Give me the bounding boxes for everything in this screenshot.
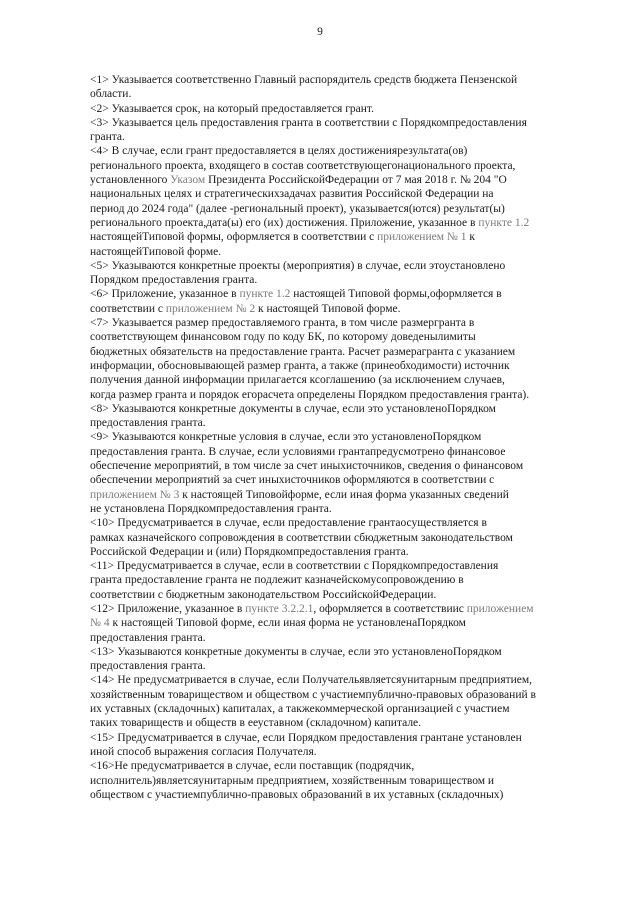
clause-link[interactable]: пункте 3.2.2.1 xyxy=(245,602,314,615)
footnote-15: <15> Предусматривается в случае, если Порядком предоставления грантане установлен иной способ выражения согласия Получателя. xyxy=(90,731,522,758)
appendix-link[interactable]: приложением № 2 xyxy=(165,302,256,315)
footnote-11: <11> Предусматривается в случае, если в соответствии с Порядкомпредоставления гранта предоставление гранта не подлежит казначейскомусопровождению в соответствии с бюджетным законодательством РоссийскойФедерации. xyxy=(90,560,499,601)
clause-link[interactable]: пункте 1.2 xyxy=(239,288,291,301)
footnote-16: <16>Не предусматривается в случае, если поставщик (подрядчик, исполнитель)являетсяунитарным предприятием, хозяйственным товариществом и обществом с участиемпублично-правовых образований в их уставных (складочных) xyxy=(90,760,504,801)
footnote-text: к настоящей Типовойформе, если иная форма указанных сведений не установлена Порядкомпредоставления гранта. xyxy=(90,488,509,515)
footnote-14: <14> Не предусматривается в случае, если Получательявляетсяунитарным предприятием, хозяйственным товариществом и обществом с участиемпублично-правовых образований в их уставных (складочных) капиталах, а такжекоммерческой организацией с участием таких товариществ и обществ в ееуставном (складочном) капитале. xyxy=(90,674,536,730)
footnote-text: к настоящейТиповой форме. xyxy=(90,231,475,258)
footnote-text: <6> Приложение, указанное в xyxy=(90,288,240,301)
decree-link[interactable]: Указом xyxy=(170,174,206,187)
appendix-link[interactable]: приложением № 4 xyxy=(90,602,534,630)
footnote-8: <8> Указываются конкретные документы в случае, если это установленоПорядком предоставления гранта. xyxy=(90,402,496,430)
footnote-3: <3> Указывается цель предоставления гранта в соответствии с Порядкомпредоставления гранта. xyxy=(90,116,527,144)
footnote-text: <9> Указываются конкретные условия в случае, если это установленоПорядком предоставления гранта. В случае, если условиями грантапредусмотрено финансовое обеспечение мероприятий, в том числе за счет иныхисточников, сведения о финансовом обеспечении мероприятий за счет иныхисточников оформляются в соответствии с xyxy=(90,431,524,487)
footnote-text: <4> В случае, если грант предоставляется в целях достижениярезультата(ов) регионального проекта, входящего в состав соответствующегонационального проекта, установленного xyxy=(90,145,516,187)
appendix-link[interactable]: приложением № 3 xyxy=(90,488,180,501)
footnote-text: настоящей Типовой формы,оформляется в соответствии с xyxy=(90,288,502,315)
footnote-text: , оформляется в соответствиис xyxy=(313,602,467,615)
footnote-text: <12> Приложение, указанное в xyxy=(90,602,246,615)
footnotes-list xyxy=(90,73,596,802)
footnote-text: к настоящей Типовой форме. xyxy=(255,302,401,315)
page-number: 9 xyxy=(317,26,323,38)
footnote-text: Президента РоссийскойФедерации от 7 мая 2018 г. № 204 "О национальных целях и стратегическихзадачах развития Российской Федерации на период до 2024 года" (далее -региональный проект), указывается(ются) результат(ы) регионального проекта,дата(ы) его (их) достижения. Приложение, указанное в xyxy=(90,174,507,229)
footnote-10: <10> Предусматривается в случае, если предоставление грантаосуществляется в рамках казначейского сопровождения в соответствии сбюджетным законодательством Российской Федерации и (или) Порядкомпредоставления гранта. xyxy=(90,517,513,558)
footnote-2: <2> Указывается срок, на который предоставляется грант. xyxy=(90,102,374,115)
appendix-link[interactable]: приложением № 1 xyxy=(377,231,467,244)
footnote-12 xyxy=(90,602,596,645)
footnote-5: <5> Указываются конкретные проекты (мероприятия) в случае, если этоустановлено Порядком предоставления гранта. xyxy=(90,259,506,287)
footnote-text: к настоящей Типовой форме, если иная форма не установленаПорядком предоставления гранта. xyxy=(90,617,466,644)
footnote-7: <7> Указывается размер предоставляемого гранта, в том числе размергранта в соответствующем финансовом году по коду БК, по которому доведенылимиты бюджетных обязательств на предоставление гранта. Расчет размерагранта с указанием информации, обосновывающей размер гранта, а также (принеобходимости) источник получения данной информации прилагается ксоглашению (за исключением случаев, когда размер гранта и порядок егорасчета определены Порядком предоставления гранта). xyxy=(90,317,530,401)
footnote-9 xyxy=(90,430,596,516)
footnote-4 xyxy=(90,144,596,258)
footnote-6 xyxy=(90,287,596,316)
footnote-1: <1> Указывается соответственно Главный распорядитель средств бюджета Пензенской области. xyxy=(90,74,518,101)
footnote-text: настоящейТиповой формы, оформляется в соответствии с xyxy=(90,231,375,244)
footnote-13: <13> Указываются конкретные документы в случае, если это установленоПорядком предоставления гранта. xyxy=(90,645,502,673)
clause-link[interactable]: пункте 1.2 xyxy=(478,216,530,229)
